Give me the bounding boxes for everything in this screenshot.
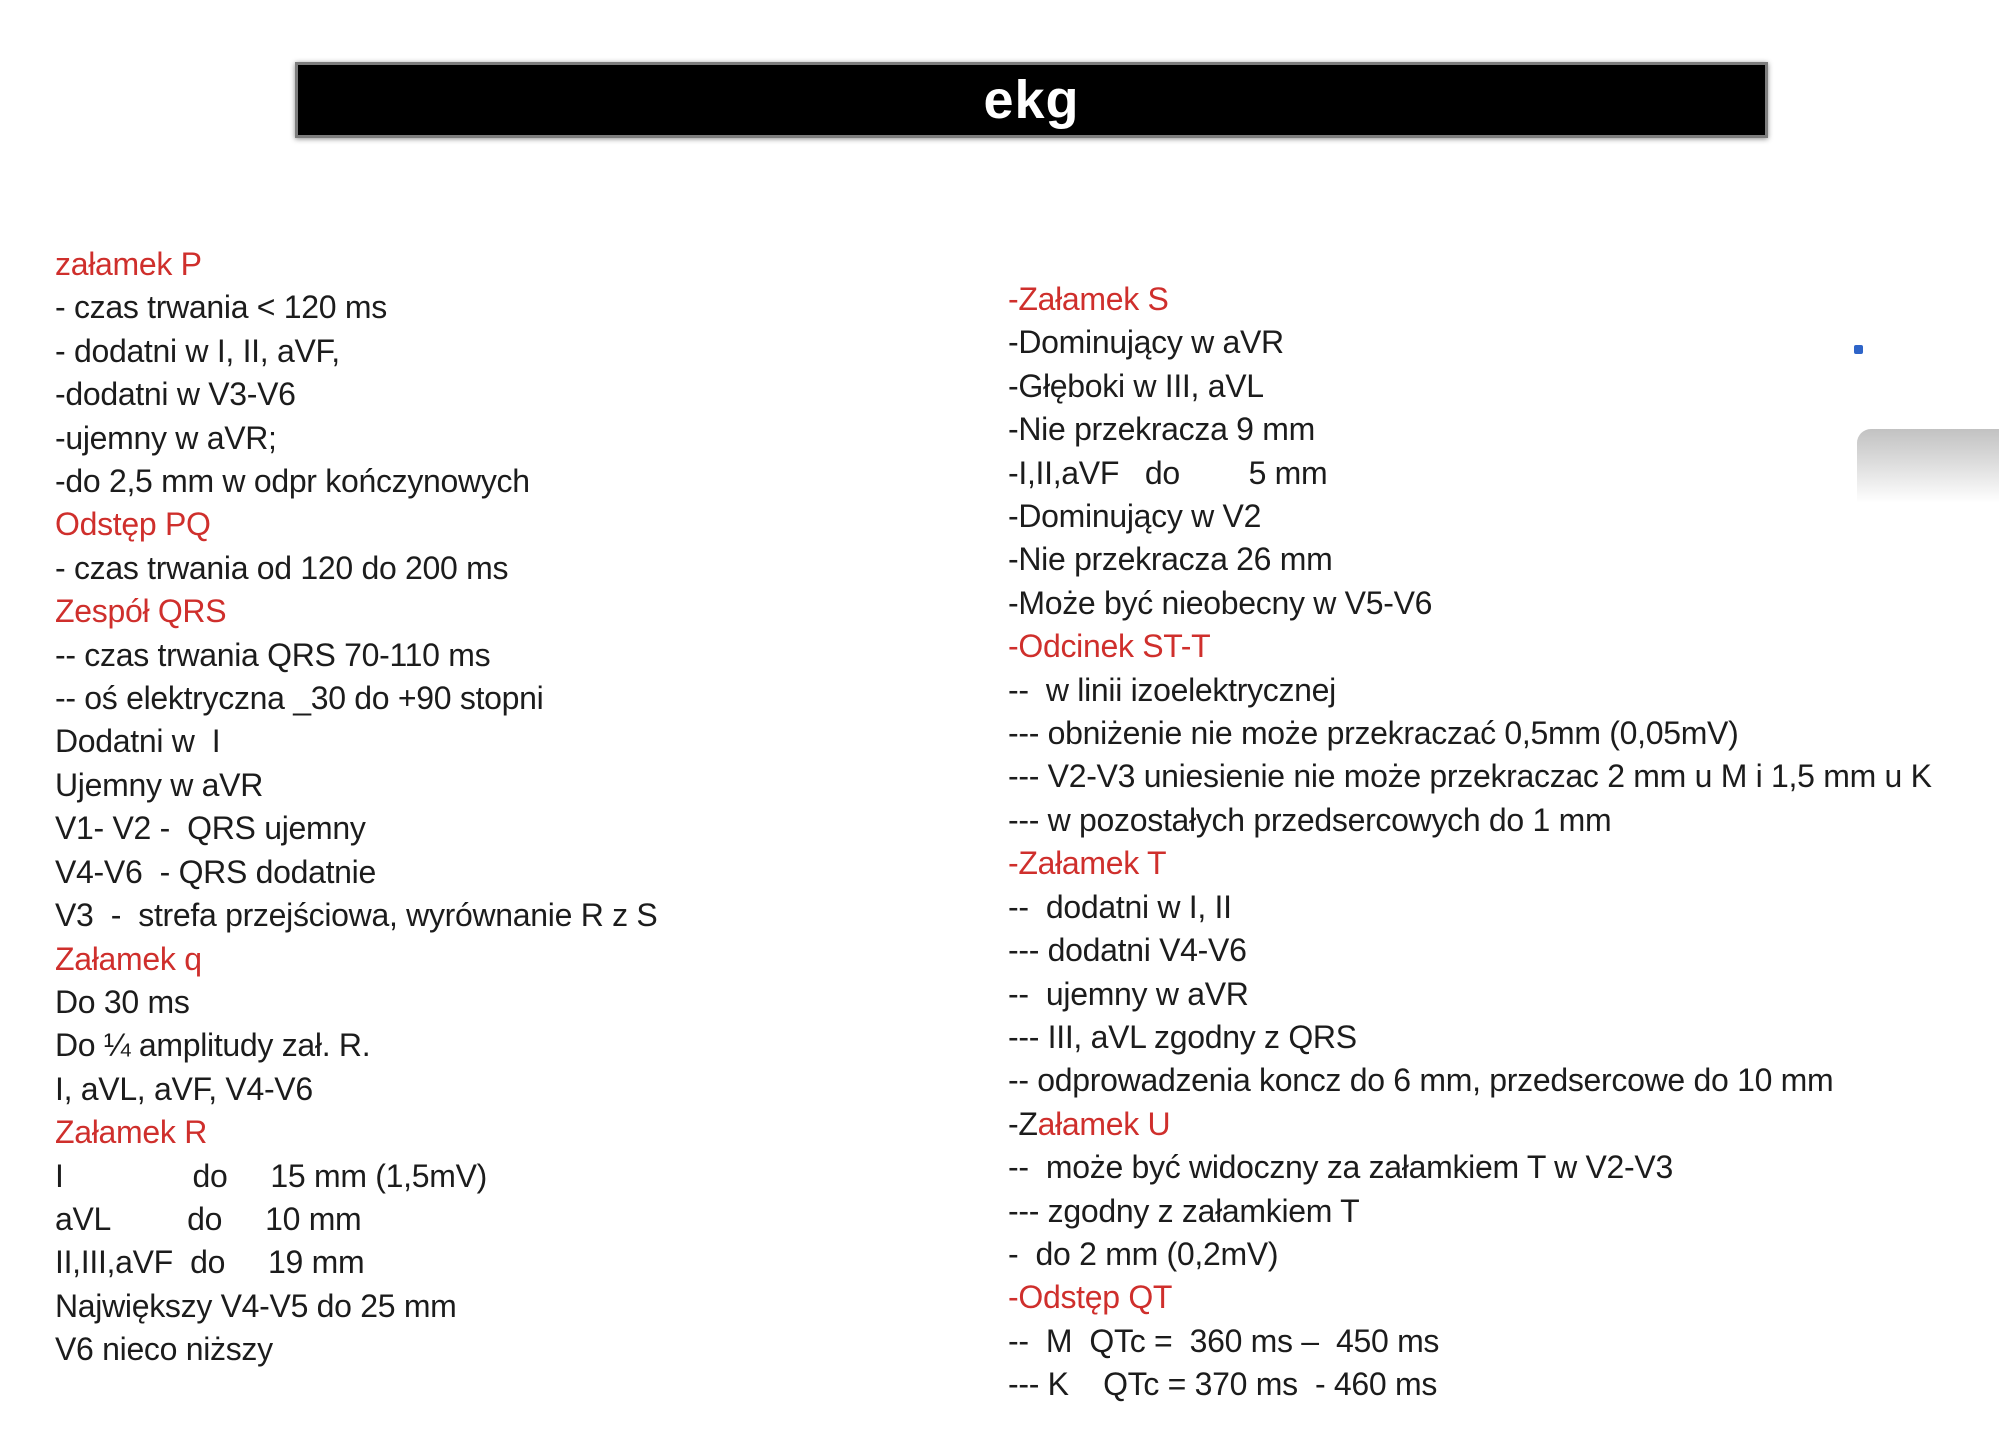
text-line: - dodatni w I, II, aVF, — [55, 332, 340, 369]
text-line: -Dominujący w aVR — [1008, 324, 1284, 361]
section-header: -Załamek U — [1008, 1105, 1171, 1142]
text-line: --- zgodny z załamkiem T — [1008, 1192, 1360, 1229]
page-title: ekg — [983, 70, 1080, 130]
section-header: -Odcinek ST-T — [1008, 628, 1211, 665]
text-line: V3 - strefa przejściowa, wyrównanie R z S — [55, 897, 658, 934]
text-line: --- w pozostałych przedsercowych do 1 mm — [1008, 801, 1612, 838]
text-line: -Może być nieobecny w V5-V6 — [1008, 584, 1433, 621]
text-line: Ujemny w aVR — [55, 766, 264, 803]
text-line: -dodatni w V3-V6 — [55, 376, 296, 413]
text-line: I do 15 mm (1,5mV) — [55, 1157, 487, 1194]
section-header: Odstęp PQ — [55, 506, 211, 543]
text-line: -Nie przekracza 9 mm — [1008, 411, 1315, 448]
text-line: -- w linii izoelektrycznej — [1008, 671, 1336, 708]
text-line: - czas trwania < 120 ms — [55, 289, 387, 326]
right-column — [1008, 278, 1932, 1407]
section-header: Zespół QRS — [55, 593, 227, 630]
text-line: - czas trwania od 120 do 200 ms — [55, 549, 509, 586]
section-header: Załamek R — [55, 1114, 208, 1151]
text-line: -- oś elektryczna _30 do +90 stopni — [55, 680, 544, 717]
text-line: - do 2 mm (0,2mV) — [1008, 1235, 1279, 1272]
text-line: V6 nieco niższy — [55, 1331, 273, 1368]
text-line: Do 30 ms — [55, 983, 190, 1020]
text-line: -Nie przekracza 26 mm — [1008, 541, 1333, 578]
text-line: Dodatni w I — [55, 723, 221, 760]
section-header: Załamek q — [55, 940, 202, 977]
text-line: aVL do 10 mm — [55, 1200, 362, 1237]
text-line: -ujemny w aVR; — [55, 419, 277, 456]
text-line: -- może być widoczny za załamkiem T w V2-V3 — [1008, 1149, 1673, 1186]
text-line: V4-V6 - QRS dodatnie — [55, 853, 376, 890]
text-line: -- odprowadzenia koncz do 6 mm, przedsercowe do 10 mm — [1008, 1062, 1834, 1099]
text-line: -I,II,aVF do 5 mm — [1008, 454, 1328, 491]
left-column — [55, 243, 657, 1372]
section-header: -Odstęp QT — [1008, 1279, 1173, 1316]
section-header: -Załamek T — [1008, 845, 1167, 882]
text-line: -- M QTc = 360 ms – 450 ms — [1008, 1322, 1440, 1359]
text-line: Do ¼ amplitudy zał. R. — [55, 1027, 371, 1064]
text-line: --- V2-V3 uniesienie nie może przekraczac 2 mm u M i 1,5 mm u K — [1008, 758, 1932, 795]
title-bar — [295, 62, 1768, 138]
blue-dot-marker — [1854, 345, 1863, 354]
text-line: -Głęboki w III, aVL — [1008, 367, 1264, 404]
text-line: I, aVL, aVF, V4-V6 — [55, 1070, 313, 1107]
text-line: -- czas trwania QRS 70-110 ms — [55, 636, 491, 673]
text-line: -do 2,5 mm w odpr kończynowych — [55, 463, 530, 500]
section-header: załamek P — [55, 246, 202, 282]
text-line: V1- V2 - QRS ujemny — [55, 810, 366, 847]
text-line: -Dominujący w V2 — [1008, 498, 1262, 535]
text-line: Największy V4-V5 do 25 mm — [55, 1287, 457, 1324]
text-line: -- dodatni w I, II — [1008, 888, 1232, 925]
text-line: --- dodatni V4-V6 — [1008, 932, 1247, 969]
text-line: -- ujemny w aVR — [1008, 975, 1249, 1012]
section-header: -Załamek S — [1008, 281, 1169, 317]
gray-scrollbar-tab — [1857, 429, 1999, 503]
text-line: --- K QTc = 370 ms - 460 ms — [1008, 1366, 1438, 1403]
text-line: --- obniżenie nie może przekraczać 0,5mm (0,05mV) — [1008, 715, 1739, 752]
text-line: --- III, aVL zgodny z QRS — [1008, 1018, 1357, 1055]
text-line: II,III,aVF do 19 mm — [55, 1244, 365, 1281]
